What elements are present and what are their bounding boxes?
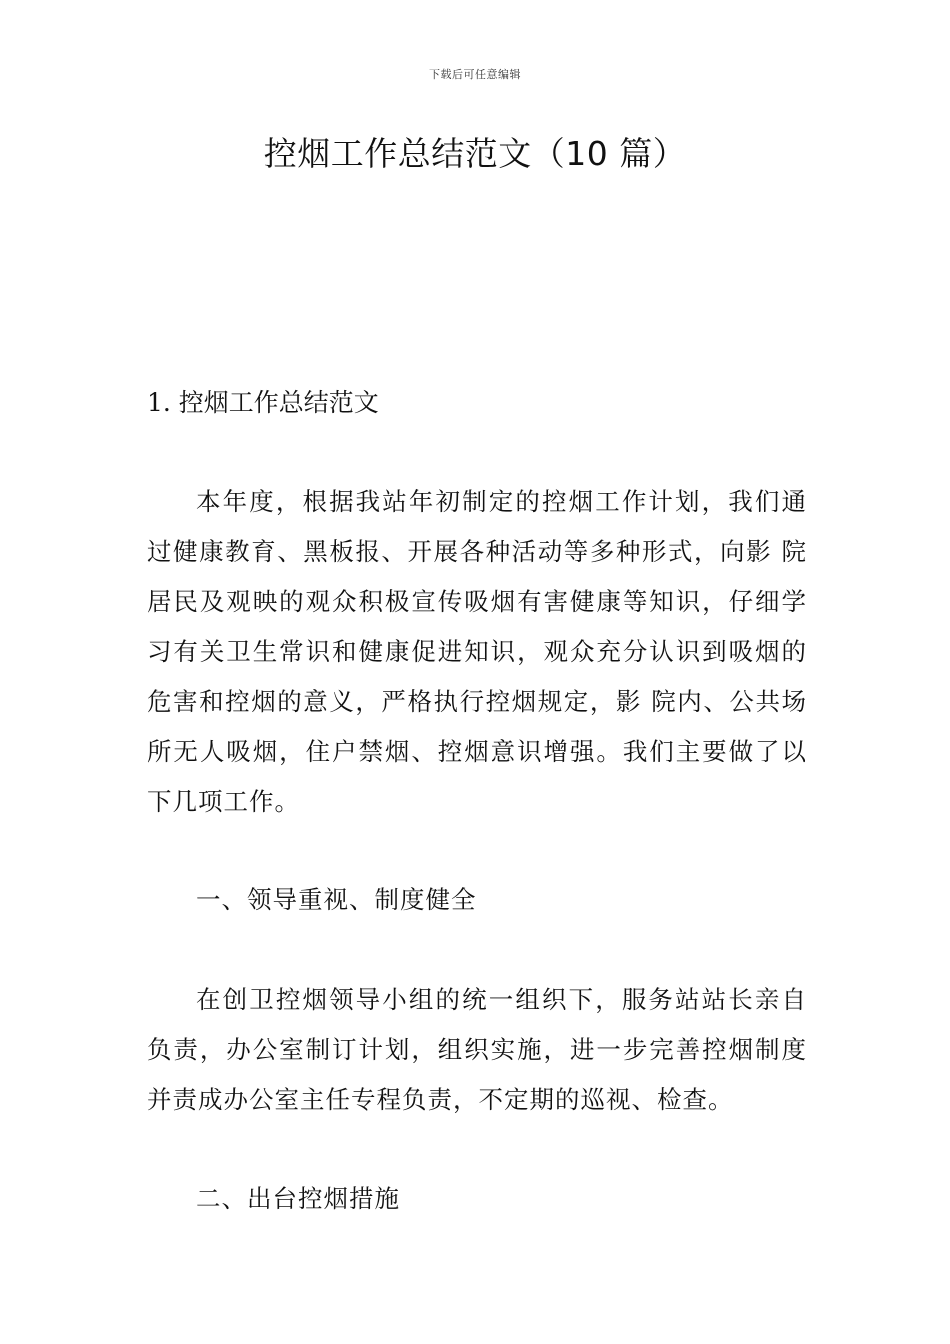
document-title: 控烟工作总结范文（10 篇） xyxy=(263,134,687,173)
body-paragraph: 本年度，根据我站年初制定的控烟工作计划，我们通过健康教育、黑板报、开展各种活动等多种形式，向影 院居民及观映的观众积极宣传吸烟有害健康等知识，仔细学习有关卫生常识和健康促进知识，观众充分认识到吸烟的危害和控烟的意义，严格执行控烟规定，影 院内、公共场所无人吸烟，住户禁烟、控烟意识增强。我们主要做了以下几项工作。 xyxy=(147,487,807,816)
header-note: 下载后可任意编辑 xyxy=(429,68,521,81)
section-heading: 1. 控烟工作总结范文 xyxy=(147,388,379,417)
body-paragraph: 在创卫控烟领导小组的统一组织下，服务站站长亲自负责，办公室制订计划，组织实施，进一步完善控烟制度并责成办公室主任专程负责，不定期的巡视、检查。 xyxy=(147,985,807,1114)
subheading: 二、出台控烟措施 xyxy=(196,1184,400,1213)
subheading: 一、领导重视、制度健全 xyxy=(196,885,477,914)
